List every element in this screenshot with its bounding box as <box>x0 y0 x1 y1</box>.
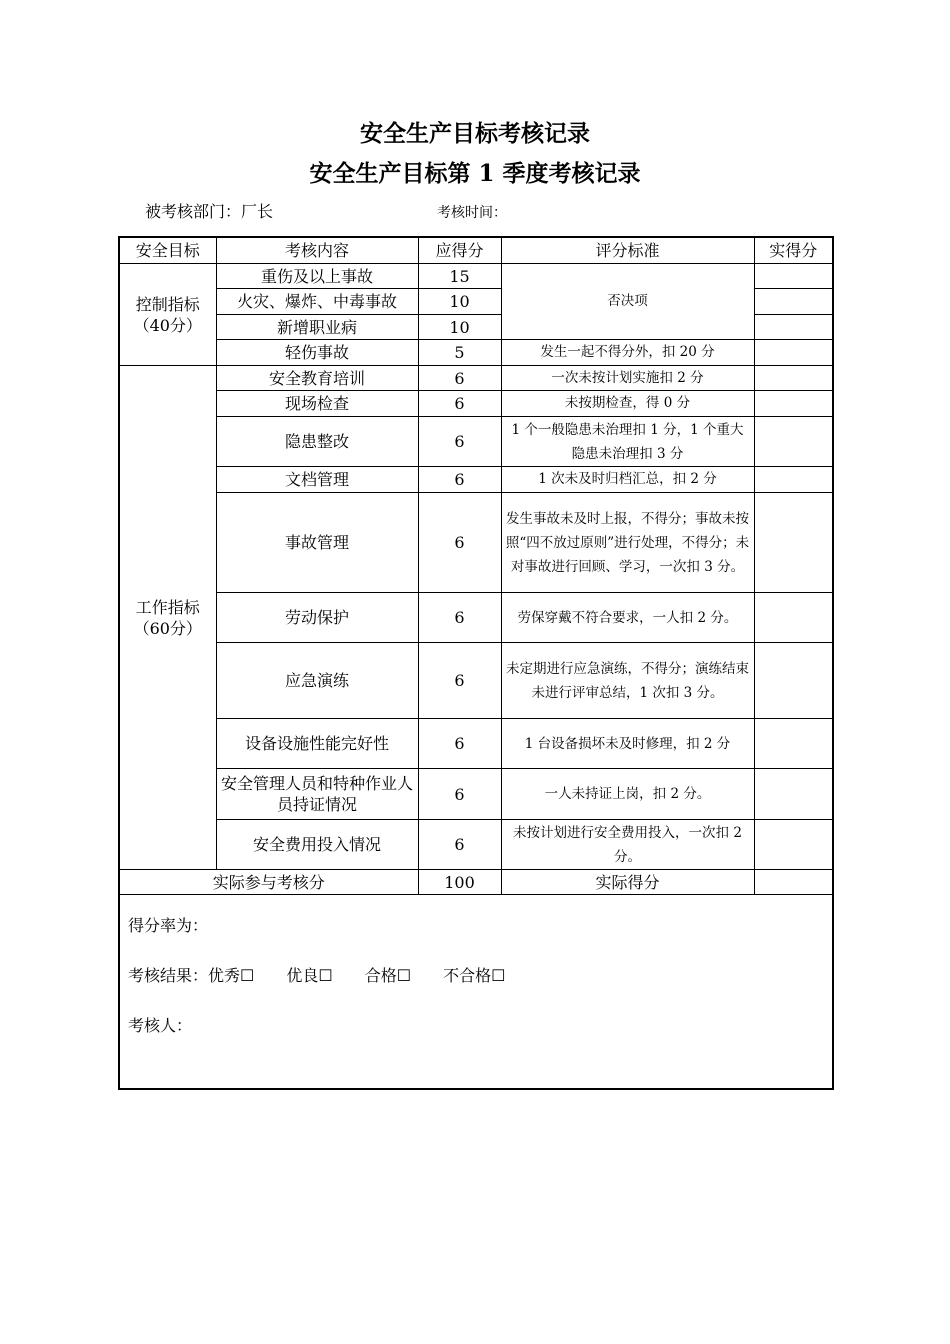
result-pass-checkbox[interactable]: 合格☐ <box>364 966 412 985</box>
content-cell: 应急演练 <box>216 643 418 719</box>
criteria-cell: 未按计划进行安全费用投入，一次扣 2 分。 <box>501 820 754 870</box>
content-cell: 重伤及以上事故 <box>216 264 418 289</box>
table-row <box>119 366 833 391</box>
assessor-label: 考核人： <box>128 1016 193 1035</box>
table-header-row <box>119 237 833 264</box>
actual-score-cell[interactable] <box>754 366 833 391</box>
content-cell: 安全教育培训 <box>216 366 418 391</box>
header-actual-score: 实得分 <box>754 237 833 264</box>
actual-score-cell[interactable] <box>754 315 833 340</box>
content-cell: 隐患整改 <box>216 417 418 467</box>
criteria-cell: 1 台设备损坏未及时修理，扣 2 分 <box>501 719 754 769</box>
total-score: 100 <box>418 870 501 895</box>
table-row <box>119 493 833 593</box>
content-cell: 文档管理 <box>216 467 418 493</box>
content-cell: 事故管理 <box>216 493 418 593</box>
criteria-cell: 未按期检查，得 0 分 <box>501 391 754 417</box>
score-cell: 10 <box>418 289 501 315</box>
actual-score-cell[interactable] <box>754 820 833 870</box>
result-good-checkbox[interactable]: 优良☐ <box>286 966 333 985</box>
score-cell: 6 <box>418 467 501 493</box>
veto-criteria: 否决项 <box>501 264 754 340</box>
score-cell: 6 <box>418 820 501 870</box>
content-cell: 新增职业病 <box>216 315 418 340</box>
actual-score-cell[interactable] <box>754 643 833 719</box>
score-cell: 6 <box>418 643 501 719</box>
actual-score-cell[interactable] <box>754 769 833 820</box>
result-fail-checkbox[interactable]: 不合格☐ <box>443 966 506 985</box>
table-row <box>119 769 833 820</box>
footer-cell <box>119 895 833 1090</box>
document-subtitle: 安全生产目标第 1 季度考核记录 <box>309 160 641 187</box>
criteria-cell: 1 次未及时归档汇总，扣 2 分 <box>501 467 754 493</box>
score-cell: 6 <box>418 366 501 391</box>
score-cell: 6 <box>418 593 501 643</box>
actual-score-cell[interactable] <box>754 289 833 315</box>
total-row <box>119 870 833 895</box>
header-criteria: 评分标准 <box>501 237 754 264</box>
content-cell: 设备设施性能完好性 <box>216 719 418 769</box>
actual-score-cell[interactable] <box>754 264 833 289</box>
score-cell: 6 <box>418 417 501 467</box>
header-content: 考核内容 <box>216 237 418 264</box>
score-cell: 6 <box>418 719 501 769</box>
result-prefix: 考核结果： <box>128 966 209 985</box>
criteria-cell: 一人未持证上岗，扣 2 分。 <box>501 769 754 820</box>
work-group-label: 工作指标（60分） <box>119 366 216 870</box>
total-label: 实际参与考核分 <box>119 870 418 895</box>
criteria-cell: 发生事故未及时上报，不得分；事故未按照“四不放过原则”进行处理，不得分；未对事故进行回顾、学习，一次扣 3 分。 <box>501 493 754 593</box>
score-cell: 6 <box>418 391 501 417</box>
table-row <box>119 820 833 870</box>
content-cell: 安全费用投入情况 <box>216 820 418 870</box>
content-cell: 现场检查 <box>216 391 418 417</box>
actual-score-cell[interactable] <box>754 391 833 417</box>
result-excellent-checkbox[interactable]: 优秀☐ <box>208 966 255 985</box>
actual-score-cell[interactable] <box>754 340 833 366</box>
score-cell: 10 <box>418 315 501 340</box>
department-label: 被考核部门：厂长 <box>145 202 274 221</box>
header-full-score: 应得分 <box>418 237 501 264</box>
criteria-cell: 劳保穿戴不符合要求，一人扣 2 分。 <box>501 593 754 643</box>
actual-score-cell[interactable] <box>754 719 833 769</box>
actual-score-cell[interactable] <box>754 593 833 643</box>
assessment-time-label: 考核时间： <box>437 205 507 221</box>
table-row <box>119 593 833 643</box>
assessment-table <box>118 236 834 1090</box>
score-cell: 15 <box>418 264 501 289</box>
table-row <box>119 264 833 289</box>
criteria-cell: 1 个一般隐患未治理扣 1 分，1 个重大隐患未治理扣 3 分 <box>501 417 754 467</box>
criteria-cell: 发生一起不得分外，扣 20 分 <box>501 340 754 366</box>
criteria-cell: 一次未按计划实施扣 2 分 <box>501 366 754 391</box>
actual-score-cell[interactable] <box>754 493 833 593</box>
actual-score-cell[interactable] <box>754 417 833 467</box>
actual-total-cell[interactable] <box>754 870 833 895</box>
assessment-result <box>128 965 505 986</box>
table-row <box>119 340 833 366</box>
document-title: 安全生产目标考核记录 <box>360 120 590 147</box>
score-cell: 6 <box>418 493 501 593</box>
actual-total-label: 实际得分 <box>501 870 754 895</box>
table-row <box>119 391 833 417</box>
table-row <box>119 417 833 467</box>
footer-row <box>119 895 833 1090</box>
criteria-cell: 未定期进行应急演练，不得分；演练结束未进行评审总结，1 次扣 3 分。 <box>501 643 754 719</box>
content-cell: 轻伤事故 <box>216 340 418 366</box>
content-cell: 安全管理人员和特种作业人员持证情况 <box>216 769 418 820</box>
table-row <box>119 643 833 719</box>
score-cell: 5 <box>418 340 501 366</box>
table-row <box>119 467 833 493</box>
actual-score-cell[interactable] <box>754 467 833 493</box>
score-cell: 6 <box>418 769 501 820</box>
header-goal: 安全目标 <box>119 237 216 264</box>
table-row <box>119 719 833 769</box>
content-cell: 劳动保护 <box>216 593 418 643</box>
control-group-label: 控制指标（40分） <box>119 264 216 366</box>
content-cell: 火灾、爆炸、中毒事故 <box>216 289 418 315</box>
score-rate-label: 得分率为： <box>128 916 209 935</box>
